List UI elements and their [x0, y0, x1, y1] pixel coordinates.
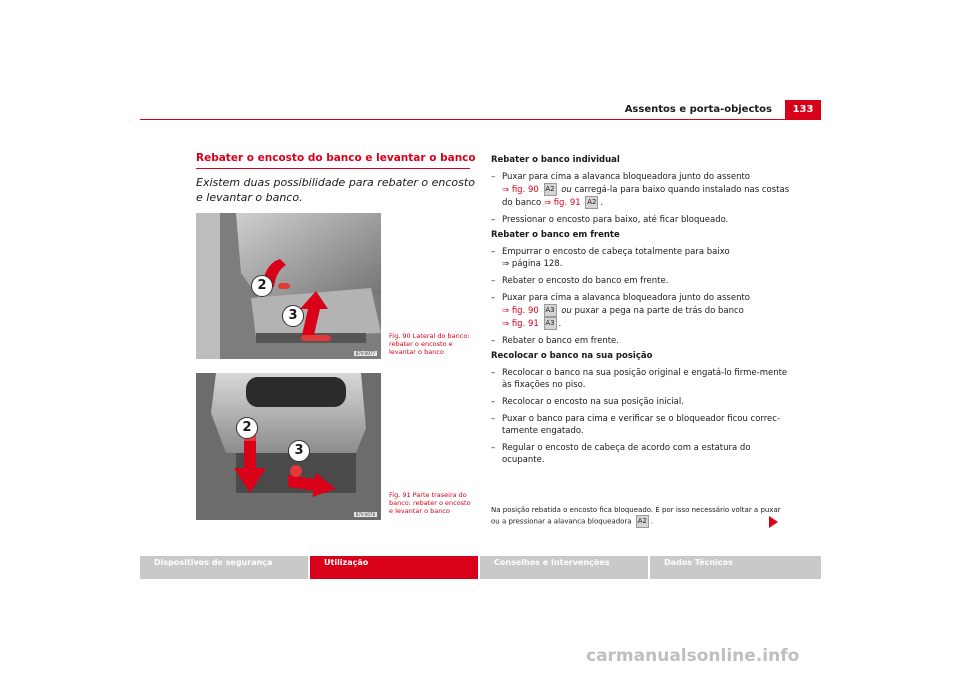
figure-90-image — [196, 213, 381, 359]
figure-90-caption: Fig. 90 Lateral do banco: rebater o encosto e levantar o banco — [389, 332, 470, 356]
list-item: – Puxar o banco para cima e verificar se o bloqueador ficou correc-tamente engatado. — [491, 414, 781, 436]
figure-code: B7V-0077 — [355, 351, 375, 356]
callout-badge: A2 — [636, 515, 649, 528]
footer-tab-dados[interactable]: Dados Técnicos — [650, 556, 821, 579]
footer-tab-conselhos[interactable]: Conselhos e Intervenções — [480, 556, 648, 579]
figure-link[interactable]: ⇒ fig. 90 — [502, 306, 539, 316]
figure-code: B7V-0078 — [355, 512, 375, 517]
callout-3: 3 — [288, 440, 310, 462]
figure-91-image — [196, 373, 381, 520]
section-rule — [196, 168, 470, 169]
callout-badge: A2 — [544, 183, 557, 196]
figure-link[interactable]: ⇒ fig. 91 — [502, 319, 539, 329]
list-item: – Regular o encosto de cabeça de acordo com a estatura do ocupante. — [491, 443, 751, 465]
callout-badge: A3 — [544, 317, 557, 330]
note-text: Na posição rebatida o encosto fica bloqueado. É por isso necessário voltar a puxar ou a pressionar a alavanca bloqueadora A2 . — [491, 505, 791, 528]
page-number: 133 — [785, 100, 821, 119]
list-dash: – — [491, 172, 496, 182]
callout-2: 2 — [236, 417, 258, 439]
footer-tab-utilizacao[interactable]: Utilização — [310, 556, 478, 579]
list-item: – Rebater o banco em frente. — [491, 336, 619, 346]
seat-side-illustration — [196, 213, 381, 359]
list-item: – Rebater o encosto do banco em frente. — [491, 276, 669, 286]
list-item: – Puxar para cima a alavanca bloqueadora junto do assento ⇒ fig. 90 A2 ou carregá-la para baixo quando instalado nas costas do banco ⇒ fig. 91 A2 . — [491, 172, 790, 208]
list-item: – Recolocar o banco na sua posição original e engatá-lo firme-mente às fixações no piso. — [491, 368, 788, 390]
continue-arrow-icon — [769, 516, 778, 528]
page-link[interactable]: ⇒ página 128. — [502, 259, 563, 269]
subheading-recolocar: Recolocar o banco na sua posição — [491, 351, 653, 361]
list-item: – Empurrar o encosto de cabeça totalmente para baixo ⇒ página 128. — [491, 247, 730, 269]
subheading-rebater-frente: Rebater o banco em frente — [491, 230, 620, 240]
list-item: – Recolocar o encosto na sua posição inicial. — [491, 397, 684, 407]
instructions-column — [491, 154, 791, 466]
footer-tab-seguranca[interactable]: Dispositivos de segurança — [140, 556, 308, 579]
subheading-rebater-individual: Rebater o banco individual — [491, 155, 620, 165]
callout-badge: A2 — [585, 196, 598, 209]
callout-3: 3 — [282, 305, 304, 327]
callout-2: 2 — [251, 275, 273, 297]
section-intro: Existem duas possibilidade para rebater o encosto e levantar o banco. — [196, 176, 475, 204]
callout-badge: A3 — [544, 304, 557, 317]
figure-link[interactable]: ⇒ fig. 90 — [502, 185, 539, 195]
section-title: Rebater o encosto do banco e levantar o banco — [196, 152, 476, 164]
list-item: – Puxar para cima a alavanca bloqueadora junto do assento ⇒ fig. 90 A3 ou puxar a pega na parte de trás do banco ⇒ fig. 91 A3 . — [491, 293, 750, 329]
list-item: – Pressionar o encosto para baixo, até ficar bloqueado. — [491, 215, 729, 225]
header-rule — [140, 119, 821, 120]
running-header-title: Assentos e porta-objectos — [624, 104, 772, 115]
figure-link[interactable]: ⇒ fig. 91 — [543, 198, 581, 208]
watermark: carmanualsonline.info — [586, 646, 800, 666]
figure-91-caption: Fig. 91 Parte traseira do banco: rebater o encosto e levantar o banco — [389, 491, 471, 515]
